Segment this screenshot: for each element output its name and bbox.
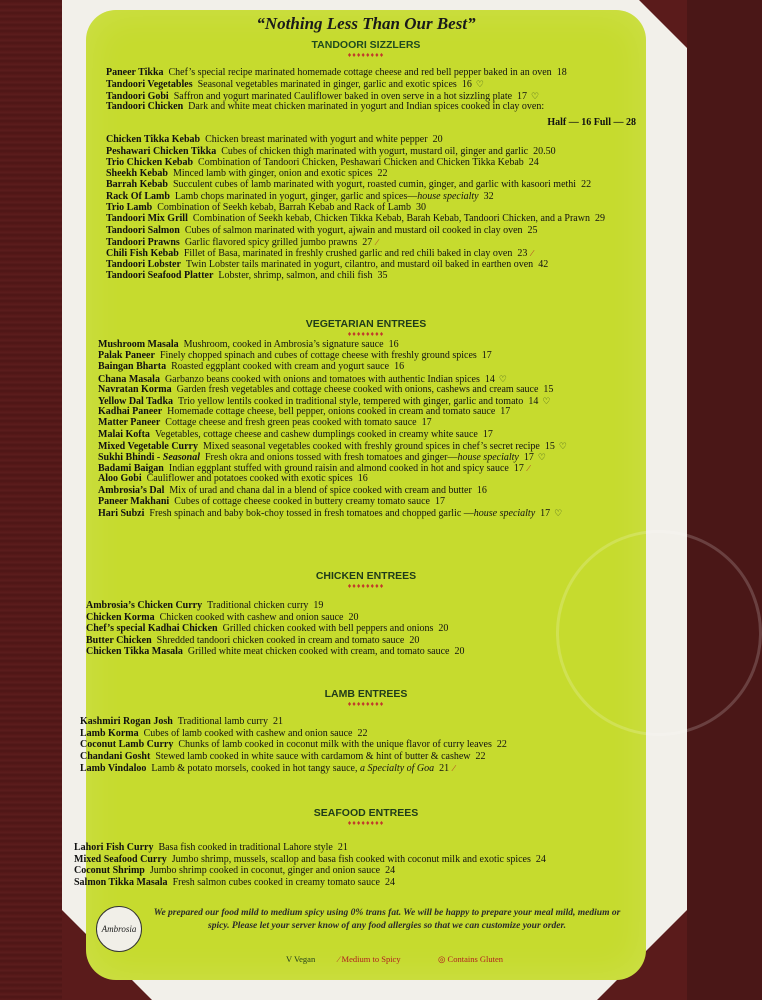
item-description: Saffron and yogurt marinated Cauliflower baked in oven serve in a hot sizzling plate xyxy=(173,90,513,102)
item-name: Chicken Tikka Kebab xyxy=(106,134,201,146)
item-price: 15 xyxy=(544,440,555,452)
gluten-icon: ◎ xyxy=(438,954,448,964)
item-price: 23 xyxy=(517,248,528,260)
vegan-icon: ♡ xyxy=(558,440,567,451)
item-price: 20 xyxy=(454,646,465,658)
item-name: Lamb Korma xyxy=(80,727,139,739)
item-name: Chandani Gosht xyxy=(80,750,151,762)
item-name: Kadhai Paneer xyxy=(98,406,163,418)
item-description: Fresh salmon cubes cooked in creamy tomato sauce xyxy=(172,876,380,888)
item-name: Lamb Vindaloo xyxy=(80,763,147,775)
item-description: Cottage cheese and fresh green peas cooked with tomato sauce xyxy=(165,417,417,429)
item-specialty: house specialty xyxy=(473,508,536,519)
item-price: 14 xyxy=(528,396,539,407)
menu-item xyxy=(98,339,399,351)
item-description: Succulent cubes of lamb marinated with yogurt, roasted cumin, ginger, and garlic with kasoori methi xyxy=(172,179,577,191)
menu-item xyxy=(74,877,395,889)
item-price: 35 xyxy=(377,269,388,281)
menu-item xyxy=(106,270,387,282)
item-specialty: house specialty xyxy=(457,452,519,463)
item-description: Cubes of salmon marinated with yogurt, ajwain and mustard oil cooked in clay oven xyxy=(184,224,523,236)
legend-gluten xyxy=(438,954,503,965)
item-price: 17 xyxy=(434,495,445,507)
item-price: 21 xyxy=(337,842,348,853)
vegan-icon: ♡ xyxy=(498,373,507,384)
item-name: Navratan Korma xyxy=(98,383,172,395)
item-name: Paneer Tikka xyxy=(106,67,164,78)
item-name: Rack Of Lamb xyxy=(106,190,170,202)
footer-note: We prepared our food mild to medium spicy using 0% trans fat. We will be happy to prepare your meal mild, medium or spicy. Please let your server know of any food allergies so that we can customize your order. xyxy=(153,908,621,931)
menu-item xyxy=(98,384,553,396)
flame-divider: ♦♦♦♦♦♦♦♦ xyxy=(347,582,385,590)
menu-item xyxy=(106,191,494,203)
chili-icon: ∕ xyxy=(453,763,455,774)
item-name: Chef’s special Kadhai Chicken xyxy=(86,623,218,635)
vegan-icon: ♡ xyxy=(475,79,484,90)
menu-item xyxy=(106,67,567,79)
item-description: Twin Lobster tails marinated in yogurt, cilantro, and mustard oil baked in earthen oven xyxy=(185,258,534,270)
item-name: Trio Chicken Kebab xyxy=(106,156,194,168)
item-description: Grilled white meat chicken cooked with cream, and tomato sauce xyxy=(187,646,450,658)
item-price: 17 xyxy=(513,463,524,475)
item-price: 16 xyxy=(461,79,472,91)
chili-icon: ∕ xyxy=(531,248,533,259)
item-name: Butter Chicken xyxy=(86,634,152,646)
item-name: Ambrosia’s Dal xyxy=(98,484,165,496)
menu-item xyxy=(80,751,486,763)
menu-item xyxy=(106,202,426,214)
legend-gluten-label: Contains Gluten xyxy=(447,954,504,964)
flame-divider: ♦♦♦♦♦♦♦♦ xyxy=(347,51,385,59)
item-description: Cubes of chicken thigh marinated with yogurt, mustard oil, ginger and garlic xyxy=(221,145,529,157)
binder-spine xyxy=(0,0,62,1000)
menu-item xyxy=(98,507,562,520)
section-heading-lamb: LAMB ENTREES xyxy=(324,688,408,700)
item-price: 24 xyxy=(528,156,539,168)
item-price: 20.50 xyxy=(533,145,556,157)
item-price: 24 xyxy=(535,853,546,865)
menu-item xyxy=(80,739,507,751)
item-name: Coconut Shrimp xyxy=(74,865,145,877)
menu-item xyxy=(86,600,323,612)
item-description: Traditional lamb curry xyxy=(177,716,268,727)
item-description: Garlic flavored spicy grilled jumbo prawns xyxy=(184,236,358,248)
menu-item xyxy=(74,865,395,877)
item-description: Seasonal vegetables marinated in ginger, garlic and exotic spices xyxy=(197,79,457,91)
item-description: Grilled chicken cooked with bell peppers and onions xyxy=(222,623,434,635)
item-price: 32 xyxy=(483,190,494,202)
item-price: 16 xyxy=(388,339,399,350)
item-name: Tandoori Gobi xyxy=(106,90,169,102)
menu-item xyxy=(74,854,546,866)
item-price: 17 xyxy=(482,428,493,440)
menu-item xyxy=(106,168,388,180)
item-name: Malai Kofta xyxy=(98,428,150,440)
item-name: Paneer Makhani xyxy=(98,495,170,507)
item-description: Fillet of Basa, marinated in freshly crushed garlic and red chili baked in clay oven xyxy=(183,248,513,260)
item-description: Garden fresh vegetables and cottage cheese cooked with onions, cashews and cream sauce xyxy=(176,383,539,395)
menu-item xyxy=(98,361,404,373)
item-name: Barrah Kebab xyxy=(106,179,168,191)
item-price: 19 xyxy=(313,600,324,611)
item-description: Trio yellow lentils cooked in traditional style, tempered with ginger, garlic and tomato xyxy=(178,396,524,407)
menu-item xyxy=(74,842,348,854)
item-price: 22 xyxy=(357,727,368,739)
item-price: 27 xyxy=(362,236,373,248)
item-name: Tandoori Lobster xyxy=(106,258,181,270)
item-name: Lahori Fish Curry xyxy=(74,842,154,853)
item-description: Fresh okra and onions tossed with fresh tomatoes and ginger— xyxy=(205,452,458,463)
item-price: 21 xyxy=(272,716,283,727)
item-price: 16 xyxy=(357,473,368,485)
item-name: Palak Paneer xyxy=(98,350,155,362)
item-price: 17 xyxy=(500,406,511,418)
item-name: Baingan Bharta xyxy=(98,361,167,373)
item-price: 17 xyxy=(540,508,551,519)
item-description: Cubes of cottage cheese cooked in buttery creamy tomato sauce xyxy=(174,495,430,507)
flame-divider: ♦♦♦♦♦♦♦♦ xyxy=(347,819,385,827)
item-price: 29 xyxy=(594,213,605,225)
flame-divider: ♦♦♦♦♦♦♦♦ xyxy=(347,700,385,708)
item-name: Peshawari Chicken Tikka xyxy=(106,145,217,157)
item-price: 22 xyxy=(377,168,388,180)
menu-item xyxy=(106,101,544,113)
menu-item xyxy=(106,146,556,158)
item-name: Mushroom Masala xyxy=(98,339,179,350)
item-price: 22 xyxy=(496,739,507,751)
item-name: Tandoori Salmon xyxy=(106,224,180,236)
item-name: Coconut Lamb Curry xyxy=(80,739,174,751)
item-description: Roasted eggplant cooked with cream and yogurt sauce xyxy=(171,361,390,373)
menu-item xyxy=(106,157,539,169)
menu-item xyxy=(80,762,455,775)
item-description: Chicken breast marinated with yogurt and white pepper xyxy=(205,134,428,146)
item-price: 42 xyxy=(538,258,549,270)
item-price: 25 xyxy=(527,224,538,236)
item-description: Chef’s special recipe marinated homemade cottage cheese and red bell pepper baked in an oven xyxy=(168,67,552,78)
item-price: 21 xyxy=(439,763,450,775)
item-name: Hari Subzi xyxy=(98,508,145,519)
item-name: Chili Fish Kebab xyxy=(106,248,179,260)
item-description: Indian eggplant stuffed with ground raisin and almond cooked in hot and spicy sauce xyxy=(168,463,509,475)
item-description: Homemade cottage cheese, bell pepper, onions cooked in cream and tomato sauce xyxy=(167,406,496,418)
item-description: Chunks of lamb cooked in coconut milk with the unique flavor of curry leaves xyxy=(178,739,492,751)
corner-tab-top-right xyxy=(639,0,687,48)
item-price: 18 xyxy=(556,67,567,78)
item-name: Salmon Tikka Masala xyxy=(74,876,168,888)
item-name: Yellow Dal Tadka xyxy=(98,396,174,407)
menu-item xyxy=(98,417,432,429)
item-description: Basa fish cooked in traditional Lahore style xyxy=(158,842,333,853)
item-name: Mixed Seafood Curry xyxy=(74,853,167,865)
item-price: 17 xyxy=(421,417,432,429)
section-heading-chicken: CHICKEN ENTREES xyxy=(315,570,417,582)
item-description: Lobster, shrimp, salmon, and chili fish xyxy=(218,269,373,281)
vegan-icon: ♡ xyxy=(531,90,540,101)
menu-item xyxy=(98,485,487,497)
item-name: Sheekh Kebab xyxy=(106,168,168,180)
menu-item xyxy=(80,728,367,740)
section-heading-tandoori: TANDOORI SIZZLERS xyxy=(311,39,421,51)
vegan-icon: ♡ xyxy=(554,508,563,518)
item-description: Vegetables, cottage cheese and cashew dumplings cooked in creamy white sauce xyxy=(154,428,478,440)
section-heading-vegetarian: VEGETARIAN ENTREES xyxy=(305,318,427,330)
item-description: Traditional chicken curry xyxy=(207,600,309,611)
ambrosia-logo: Ambrosia xyxy=(96,906,142,952)
menu-item xyxy=(98,496,445,508)
item-name: Mixed Vegetable Curry xyxy=(98,440,198,452)
menu-item xyxy=(86,612,358,624)
item-description: Fresh spinach and baby bok-choy tossed in fresh tomatoes and chopped garlic — xyxy=(149,508,474,519)
item-specialty: house specialty xyxy=(417,190,479,202)
menu-item xyxy=(98,406,510,418)
item-price: 17 xyxy=(523,452,534,463)
menu-item xyxy=(86,623,448,635)
item-name: Tandoori Vegetables xyxy=(106,79,193,91)
item-price: 20 xyxy=(348,611,359,623)
item-price: 14 xyxy=(484,373,495,385)
legend-vegan: V Vegan xyxy=(286,954,316,964)
item-description: Combination of Seekh kebab, Chicken Tikka Kebab, Barah Kebab, Tandoori Chicken, and a Prawn xyxy=(192,213,590,225)
legend-spicy xyxy=(338,954,401,964)
item-name: Trio Lamb xyxy=(106,202,153,213)
item-price: 24 xyxy=(385,865,396,877)
menu-item xyxy=(106,213,605,225)
item-price: 22 xyxy=(581,179,592,191)
vegan-icon: ♡ xyxy=(542,396,551,406)
item-description: Combination of Tandoori Chicken, Peshawari Chicken and Chicken Tikka Kebab xyxy=(198,156,524,168)
item-description: Finely chopped spinach and cubes of cottage cheese with freshly ground spices xyxy=(159,350,477,362)
item-name: Tandoori Prawns xyxy=(106,236,180,248)
item-description: Jumbo shrimp cooked in coconut, ginger and onion sauce xyxy=(149,865,381,877)
item-name: Chicken Korma xyxy=(86,611,155,623)
item-description: Chicken cooked with cashew and onion sauce xyxy=(159,611,344,623)
flame-divider: ♦♦♦♦♦♦♦♦ xyxy=(347,330,385,338)
menu-item xyxy=(86,646,464,658)
item-price: 20 xyxy=(438,623,449,635)
item-name: Chana Masala xyxy=(98,373,160,385)
item-description: Jumbo shrimp, mussels, scallop and basa fish cooked with coconut milk and exotic spices xyxy=(171,853,531,865)
item-name: Aloo Gobi xyxy=(98,473,142,485)
item-description: Mixed seasonal vegetables cooked with freshly ground spices in chef’s secret recipe xyxy=(203,440,540,452)
section-heading-seafood: SEAFOOD ENTREES xyxy=(313,807,419,819)
item-description: Combination of Seekh kebab, Barrah Kebab and Rack of Lamb xyxy=(157,202,412,213)
item-name: Tandoori Seafood Platter xyxy=(106,269,214,281)
item-description: Minced lamb with ginger, onion and exotic spices xyxy=(172,168,373,180)
vegan-icon: ♡ xyxy=(537,452,546,462)
menu-item xyxy=(98,473,368,485)
item-name: Matter Paneer xyxy=(98,417,161,429)
half-full-prices: Half — 16 Full — 28 xyxy=(547,117,636,128)
menu-item xyxy=(106,259,548,271)
item-price: 20 xyxy=(409,634,420,646)
chili-icon: ∕ xyxy=(338,954,342,964)
item-price: 16 xyxy=(394,361,405,373)
legend-spicy-label: Medium to Spicy xyxy=(341,954,401,964)
item-description: Cauliflower and potatoes cooked with exotic spices xyxy=(146,473,353,485)
item-price: 17 xyxy=(481,350,492,362)
item-name: Chicken Tikka Masala xyxy=(86,646,183,658)
chili-icon: ∕ xyxy=(527,463,530,474)
item-price: 24 xyxy=(385,876,395,888)
menu-item xyxy=(80,716,283,728)
chili-icon: ∕ xyxy=(376,236,378,247)
item-price: 16 xyxy=(476,484,487,496)
item-specialty: a Specialty of Goa xyxy=(360,763,435,775)
item-description: Stewed lamb cooked in white sauce with cardamom & hint of butter & cashew xyxy=(155,750,471,762)
item-description: Lamb & potato morsels, cooked in hot tangy sauce, xyxy=(151,763,360,775)
menu-page xyxy=(74,10,646,980)
item-name: Badami Baigan xyxy=(98,463,164,475)
item-name-note: Seasonal xyxy=(162,452,200,463)
item-name: Tandoori Chicken xyxy=(106,100,184,112)
page-title: “Nothing Less Than Our Best” xyxy=(256,14,476,33)
item-description: Garbanzo beans cooked with onions and tomatoes with authentic Indian spices xyxy=(164,373,480,385)
item-price: 17 xyxy=(517,90,528,102)
item-price: 20 xyxy=(432,134,443,146)
menu-item xyxy=(86,635,419,647)
item-name: Kashmiri Rogan Josh xyxy=(80,716,173,727)
item-description: Lamb chops marinated in yogurt, ginger, garlic and spices— xyxy=(174,190,418,202)
item-name: Tandoori Mix Grill xyxy=(106,213,188,225)
item-description: Shredded tandoori chicken cooked in cream and tomato sauce xyxy=(156,634,405,646)
item-description: Dark and white meat chicken marinated in yogurt and Indian spices cooked in clay oven: xyxy=(188,100,545,112)
item-name: Ambrosia’s Chicken Curry xyxy=(86,600,203,611)
item-name: Sukhi Bhindi - xyxy=(98,452,163,463)
menu-item xyxy=(106,179,591,191)
menu-item xyxy=(98,429,493,441)
menu-item xyxy=(98,350,492,362)
item-description: Mix of urad and chana dal in a blend of spice cooked with cream and butter xyxy=(169,484,472,496)
menu-item xyxy=(106,225,538,237)
item-price: 30 xyxy=(416,202,427,213)
item-description: Mushroom, cooked in Ambrosia’s signature sauce xyxy=(183,339,384,350)
item-price: 15 xyxy=(543,383,554,395)
item-description: Cubes of lamb cooked with cashew and onion sauce xyxy=(143,727,353,739)
item-price: 22 xyxy=(475,750,486,762)
menu-item xyxy=(106,134,443,146)
